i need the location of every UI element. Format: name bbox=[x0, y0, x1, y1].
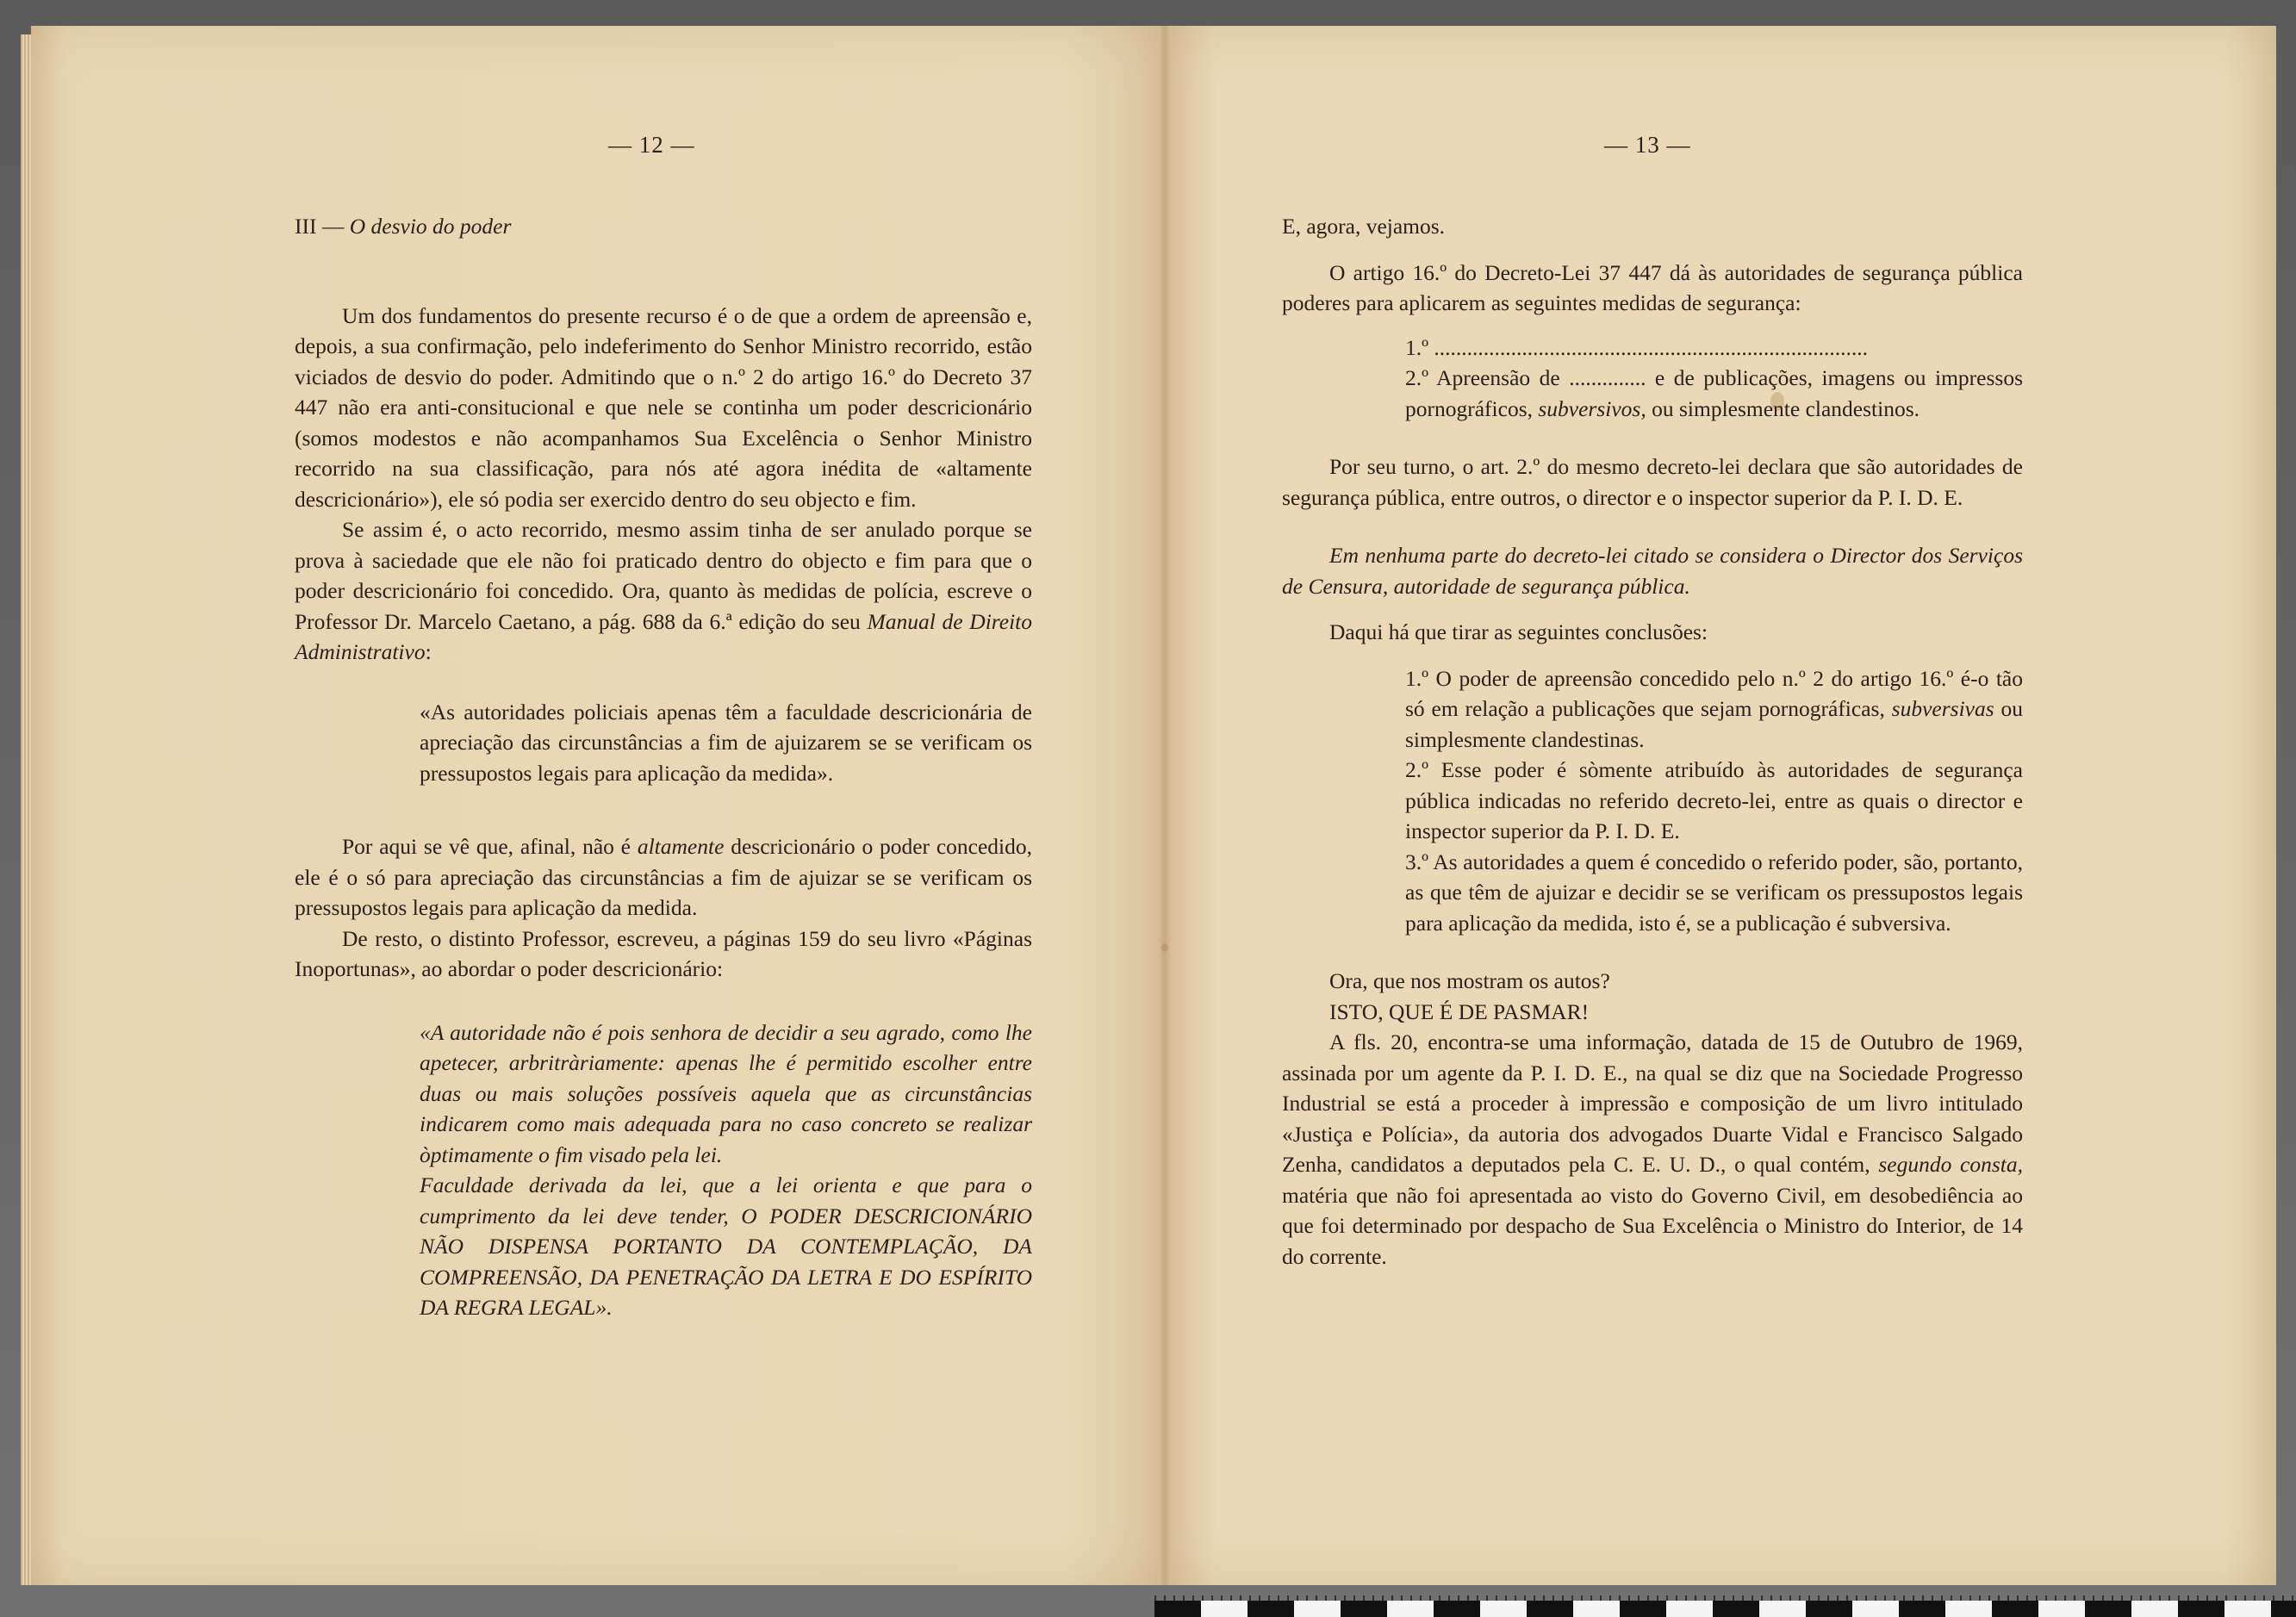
page-number-12: — 12 — bbox=[608, 132, 695, 158]
emphasis-paragraph: Em nenhuma parte do decreto-lei citado se considera o Director dos Serviços de Censura, autoridade de segurança pública. bbox=[1282, 543, 2023, 599]
list-item bbox=[1405, 363, 2023, 424]
exclamation-line: ISTO, QUE É DE PASMAR! bbox=[1329, 998, 1590, 1024]
paper-stain bbox=[1161, 943, 1168, 952]
paragraph: Por seu turno, o art. 2.º do mesmo decreto-lei declara que são autoridades de segurança pública, entre outros, o director e o inspector superior da P. I. D. E. bbox=[1282, 454, 2023, 510]
block-quote: «A autoridade não é pois senhora de decidir a seu agrado, como lhe apetecer, arbritràriamente: apenas lhe é permitido escolher entre duas ou mais soluções possíveis aquela que as circunstâncias indicarem como mais adequada para no caso concreto se realizar òptimamente o fim visado pela lei. bbox=[420, 1019, 1032, 1167]
emphasis-text: subversivos, bbox=[1538, 395, 1646, 421]
emphasis-text: subversivas bbox=[1891, 696, 1994, 721]
colon: : bbox=[425, 639, 432, 664]
block-quote: «As autoridades policiais apenas têm a faculdade descricionária de apreciação das circunstâncias a fim de ajuizarem se se verificam os pressupostos legais para aplicação da medida». bbox=[420, 699, 1032, 786]
page-number-13: — 13 — bbox=[1604, 132, 1691, 158]
conclusion-text: 1.º O poder de apreensão concedido pelo n.º 2 do artigo 16.º é-o tão só em relação a publicações que sejam pornográficas, bbox=[1405, 665, 2023, 721]
question-line: Ora, que nos mostram os autos? bbox=[1329, 968, 1610, 993]
paragraph: De resto, o distinto Professor, escreveu, a páginas 159 do seu livro «Páginas Inoportunas», ao abordar o poder descricionário: bbox=[295, 925, 1032, 981]
list-item-text: ou simplesmente clandestinos. bbox=[1652, 395, 1920, 421]
paragraph-text: Se assim é, o acto recorrido, mesmo assim tinha de ser anulado porque se prova à saciedade que ele não foi praticado dentro do objecto e fim para que o poder descricionário foi concedido. Ora, quanto às medidas de polícia, escreve o Professor Dr. Marcelo Caetano, a pág. 688 da 6.ª edição do seu bbox=[295, 517, 1032, 634]
list-item: 1.º ............................................................................... bbox=[1405, 334, 1869, 360]
conclusion-item: 2.º Esse poder é sòmente atribuído às autoridades de segurança pública indicadas no referido decreto-lei, entre as quais o director e inspector superior da P. I. D. E. bbox=[1405, 757, 2023, 843]
conclusion-item bbox=[1405, 663, 2023, 756]
emphasis-text: altamente bbox=[637, 834, 725, 859]
book-gutter bbox=[1158, 26, 1172, 1585]
conclusion-text: ou simplesmente clandestinas. bbox=[1405, 696, 2023, 752]
paragraph bbox=[1282, 1027, 2023, 1272]
paragraph: O artigo 16.º do Decreto-Lei 37 447 dá às autoridades de segurança pública poderes para aplicarem as seguintes medidas de segurança: bbox=[1282, 259, 2023, 315]
paragraph-text: A fls. 20, encontra-se uma informação, datada de 15 de Outubro de 1969, assinada por um agente da P. I. D. E., na qual se diz que na Sociedade Progresso Industrial se está a proceder à impressão e composição de um livro intitulado «Justiça e Polícia», da autoria dos advogados Duarte Vidal e Francisco Salgado Zenha, candidatos a deputados pela C. E. U. D., o qual contém, bbox=[1282, 1029, 2023, 1177]
section-heading bbox=[295, 211, 1032, 242]
emphasis-text: segundo consta, bbox=[1878, 1152, 2023, 1177]
paragraph-text: Por aqui se vê que, afinal, não é bbox=[342, 834, 632, 859]
paragraph: Um dos fundamentos do presente recurso é o de que a ordem de apreensão e, depois, a sua confirmação, pelo indeferimento do Senhor Ministro recorrido, estão viciados de desvio do poder. Admitindo que o n.º 2 do artigo 16.º do Decreto 37 447 não era anti-consitucional e que nele se continha um poder descricionário (somos modestos e não acompanhamos Sua Excelência o Senhor Ministro recorrido na sua classificação, para nós até agora inédita de «altamente descricionário»), ele só podia ser exercido dentro do seu objecto e fim. bbox=[295, 302, 1032, 512]
right-page-column bbox=[1282, 211, 2023, 1272]
scale-ruler bbox=[1154, 1601, 2296, 1617]
paragraph bbox=[295, 514, 1032, 668]
paragraph-text: matéria que não foi apresentada ao visto do Governo Civil, em desobediência ao que foi determinado por despacho de Sua Excelência o Ministro do Interior, de 14 do corrente. bbox=[1282, 1182, 2023, 1269]
conclusion-item: 3.º As autoridades a quem é concedido o referido poder, são, portanto, as que têm de ajuizar e decidir se se verificam os pressupostos legais para aplicação da medida, isto é, se a publicação é subversiva. bbox=[1405, 849, 2023, 936]
intro-line: E, agora, vejamos. bbox=[1282, 214, 1446, 239]
section-number: III — bbox=[295, 214, 345, 239]
paragraph-text: descricionário o poder concedido, ele é o só para apreciação das circunstâncias a fim de ajuizar se se verificam os pressupostos legais para aplicação da medida. bbox=[295, 834, 1033, 920]
list-item-text: 2.º Apreensão de .............. e de publicações, imagens ou impressos pornográficos, bbox=[1405, 365, 2023, 421]
block-quote: Faculdade derivada da lei, que a lei orienta e que para o cumprimento da lei deve tender, O PODER DESCRICIONÁRIO NÃO DISPENSA PORTANTO DA CONTEMPLAÇÃO, DA COMPREENSÃO, DA PENETRAÇÃO DA LETRA E DO ESPÍRITO DA REGRA LEGAL». bbox=[420, 1172, 1032, 1320]
left-page-column bbox=[295, 211, 1032, 1323]
paragraph bbox=[295, 831, 1032, 924]
book-title: Manual de Direito Administrativo bbox=[295, 608, 1032, 664]
paragraph: Daqui há que tirar as seguintes conclusões: bbox=[1329, 619, 1708, 644]
section-title: O desvio do poder bbox=[349, 214, 512, 239]
